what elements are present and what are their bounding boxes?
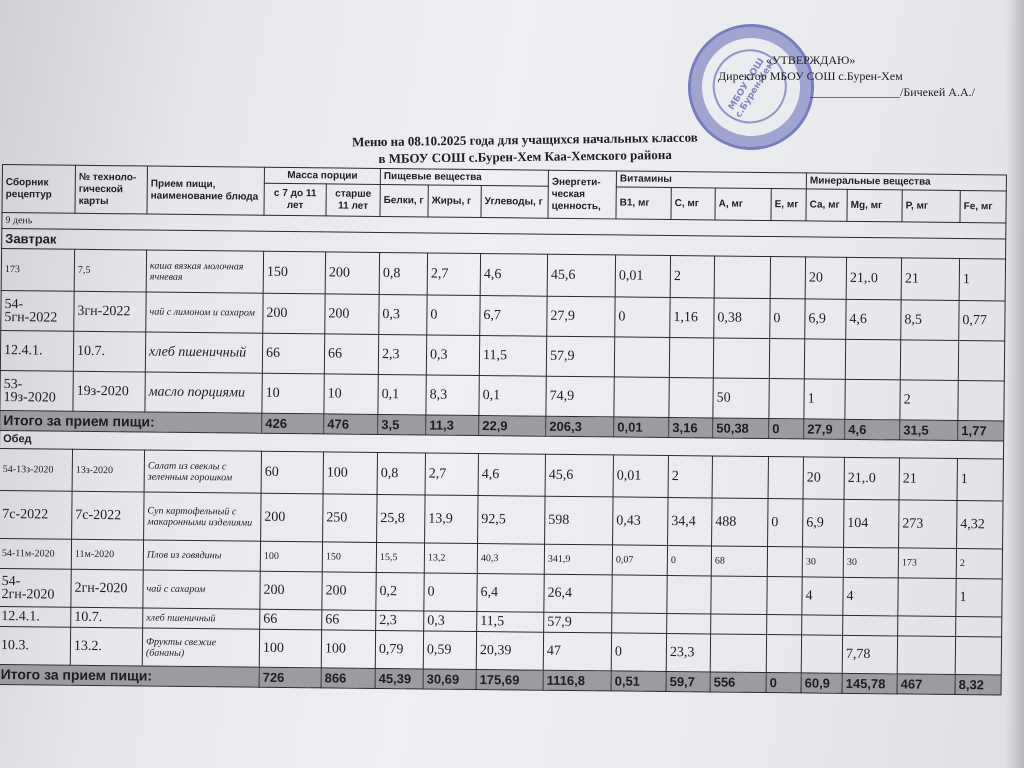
table-cell: 1 (804, 379, 845, 419)
total-cell: 45,39 (375, 668, 423, 689)
table-cell (612, 575, 667, 614)
total-cell: 726 (259, 667, 321, 688)
table-cell: 0,2 (376, 572, 424, 611)
table-cell: 13.2. (70, 627, 142, 666)
total-cell: 4,6 (845, 419, 900, 440)
table-cell: 7,5 (74, 249, 146, 292)
table-cell (669, 338, 713, 378)
table-cell (612, 613, 667, 634)
header-fat: Жиры, г (428, 185, 481, 218)
table-cell: 54-5гн-2022 (1, 290, 74, 331)
table-cell: 1 (957, 459, 1003, 501)
table-cell: 21 (899, 458, 957, 501)
header-vitamins: Витамины (616, 171, 806, 189)
header-c: С, мг (671, 188, 715, 220)
table-cell (898, 616, 956, 637)
table-cell: 8,3 (426, 375, 479, 416)
table-cell (801, 635, 842, 673)
total-cell: 60,9 (801, 673, 842, 693)
total-cell: 31,5 (900, 420, 958, 441)
total-cell: 175,69 (476, 669, 543, 690)
table-cell: 27,9 (547, 296, 615, 337)
table-cell (802, 615, 843, 635)
table-cell: 200 (325, 294, 379, 335)
table-cell: 0,01 (613, 455, 668, 498)
table-cell: 6,9 (805, 299, 846, 339)
table-cell (955, 637, 1001, 675)
header-tech-card: № техноло- гической карты (75, 165, 147, 214)
table-cell (711, 614, 767, 635)
table-cell (713, 338, 769, 379)
table-cell (897, 636, 955, 675)
table-cell (958, 381, 1004, 421)
table-cell: 4,6 (478, 454, 545, 497)
table-cell: 40,3 (477, 544, 544, 575)
table-cell: 0,1 (378, 374, 426, 415)
table-cell: 0,8 (377, 452, 425, 495)
table-cell: 20 (803, 457, 844, 499)
table-cell: 10.7. (71, 607, 143, 628)
table-cell (768, 457, 803, 499)
header-collection: Сборник рецептур (2, 165, 75, 214)
table-cell: 20,39 (476, 631, 543, 670)
approval-signature: _______________/Бичекей А.А./ (810, 85, 975, 99)
table-cell: 21,.0 (846, 257, 901, 300)
table-cell: 2гн-2020 (71, 569, 143, 608)
approval-position: Директор МБОУ СОШ с.Бурен-Хем (718, 69, 903, 83)
menu-table-sheet (0, 164, 1006, 695)
total-cell: 1,77 (958, 421, 1004, 441)
header-portion: Масса порции (264, 167, 380, 184)
table-cell (804, 339, 845, 379)
day-label: 9 день (2, 213, 1006, 240)
header-dish: Прием пищи, наименование блюда (147, 166, 264, 215)
header-nutrients: Пищевые вещества (380, 168, 548, 186)
lunch-label: Обед (0, 430, 1004, 459)
table-cell: 250 (323, 494, 377, 543)
total-cell: 22,9 (479, 416, 546, 437)
table-cell: 25,8 (377, 494, 426, 543)
table-cell: 2,3 (378, 334, 426, 375)
table-cell: 6,4 (477, 573, 544, 612)
dish-name: Суп картофельный с макаронными изделиями (144, 492, 261, 541)
table-cell: 1 (959, 259, 1005, 301)
table-cell: 12.4.1. (0, 606, 71, 627)
table-cell: 6,9 (803, 499, 845, 547)
total-cell: 426 (262, 413, 324, 434)
table-cell: 10 (262, 373, 324, 414)
table-cell: 47 (543, 632, 611, 671)
table-cell: 2,7 (427, 253, 480, 296)
table-cell: 4,6 (846, 299, 901, 340)
table-cell: 54-11м-2020 (0, 538, 72, 569)
table-cell: 488 (712, 498, 768, 547)
header-carbs: Углеводы, г (481, 186, 548, 219)
table-cell (770, 257, 805, 299)
table-cell: 68 (711, 546, 767, 577)
table-cell: 0 (611, 633, 666, 672)
table-cell: 66 (262, 333, 324, 374)
table-cell: 8,5 (901, 300, 959, 341)
table-cell: 0 (770, 299, 805, 339)
total-cell: 145,78 (842, 673, 897, 694)
table-cell: 30 (802, 547, 843, 577)
table-cell (712, 456, 768, 499)
table-cell (767, 577, 802, 615)
header-portion-b: старше 11 лет (326, 184, 380, 217)
table-cell: 273 (899, 500, 957, 549)
dish-name: хлеб пшеничный (143, 608, 260, 629)
total-cell: 866 (321, 668, 375, 689)
menu-table (0, 164, 1007, 695)
approval-block (718, 52, 978, 100)
table-cell: 0,59 (423, 631, 476, 670)
table-cell: 57,9 (544, 612, 612, 633)
document-title (290, 128, 760, 169)
table-cell: 19з-2020 (73, 371, 145, 412)
table-cell: 10 (324, 374, 378, 415)
table-cell (900, 340, 958, 381)
table-cell (714, 256, 770, 299)
table-cell: 92,5 (478, 496, 546, 545)
table-cell: 2 (900, 380, 958, 421)
table-cell (769, 379, 804, 419)
table-cell: 2,7 (425, 453, 478, 496)
table-cell: 2 (670, 256, 714, 298)
total-cell: 556 (710, 672, 766, 693)
total-cell: 27,9 (804, 419, 845, 439)
table-cell: 11,5 (477, 611, 544, 632)
table-cell: 0,1 (479, 376, 546, 417)
table-cell: 200 (260, 571, 322, 610)
table-cell: 0 (768, 499, 804, 547)
table-cell: 104 (844, 499, 899, 548)
header-minerals: Минеральные вещества (806, 173, 1006, 191)
table-cell: 50 (713, 378, 769, 419)
table-cell: 2 (956, 549, 1002, 579)
total-cell: 59,7 (666, 671, 710, 691)
table-cell: 1 (956, 579, 1002, 617)
total-cell: 8,32 (955, 675, 1001, 695)
dish-name: каша вязкая молочная ячневая (146, 250, 263, 293)
table-cell: 60 (261, 451, 323, 494)
table-cell: 0 (667, 545, 711, 575)
table-cell (614, 337, 669, 378)
total-cell: 11,3 (426, 415, 479, 436)
table-cell: 3гн-2022 (74, 291, 146, 332)
total-cell: 476 (324, 414, 378, 435)
table-cell (843, 615, 898, 636)
title-line-2: в МБОУ СОШ с.Бурен-Хем Каа-Хемского района (378, 146, 672, 167)
header-e: Е, мг (771, 189, 806, 221)
table-cell: 2,3 (376, 610, 424, 631)
table-cell: 7с-2022 (72, 491, 144, 540)
table-cell: 74,9 (546, 376, 614, 417)
table-cell: 0,8 (379, 252, 427, 295)
table-cell (710, 634, 766, 673)
table-cell (766, 635, 801, 673)
table-cell: 23,3 (666, 633, 710, 671)
table-cell (956, 617, 1002, 637)
table-cell: 10.7. (73, 331, 145, 372)
total-cell: 0 (769, 419, 804, 439)
table-cell: 45,6 (547, 254, 615, 297)
table-cell: 26,4 (544, 574, 612, 613)
table-cell: 200 (325, 252, 379, 295)
table-cell: 45,6 (545, 454, 613, 497)
table-cell: 1,16 (670, 298, 714, 338)
table-cell: 200 (263, 293, 325, 334)
table-cell: 66 (324, 334, 378, 375)
total-cell: 1116,8 (543, 670, 611, 691)
header-protein: Белки, г (380, 184, 428, 217)
table-cell: 341,9 (544, 544, 612, 575)
dish-name: Салат из свеклы с зеленным горошком (144, 450, 261, 493)
dish-name: Плов из говядины (143, 540, 260, 571)
table-cell: 6,7 (480, 296, 547, 337)
table-cell: 54-13з-2020 (0, 448, 73, 491)
table-cell (667, 575, 711, 613)
header-b1: В1, мг (616, 187, 671, 220)
table-cell: 66 (260, 609, 322, 630)
dish-name: масло порциями (145, 372, 262, 413)
dish-name: хлеб пшеничный (145, 332, 262, 373)
dish-name: чай с сахаром (143, 570, 260, 609)
total-cell: 0,51 (611, 671, 666, 692)
table-cell: 30 (843, 547, 898, 578)
table-cell: 13,2 (424, 543, 477, 574)
table-cell: 20 (805, 257, 846, 299)
table-cell: 0,79 (375, 630, 423, 669)
table-cell (845, 339, 900, 380)
header-ca: Са, мг (806, 189, 847, 221)
table-cell: 53-19з-2020 (0, 370, 73, 411)
table-cell: 100 (321, 630, 375, 669)
header-a: А, мг (715, 188, 771, 221)
table-cell: 7,78 (842, 635, 897, 674)
table-cell: 598 (545, 496, 613, 545)
table-cell: 200 (261, 493, 323, 542)
breakfast-label: Завтрак (2, 229, 1006, 260)
table-cell: 200 (322, 572, 376, 611)
table-cell: 13,9 (425, 495, 478, 544)
table-cell: 150 (322, 542, 376, 573)
table-cell: 4,6 (480, 254, 547, 297)
title-line-1: Меню на 08.10.2025 года для учащихся начальных классов (351, 129, 698, 150)
table-cell: 0 (424, 573, 477, 612)
table-cell (767, 547, 802, 577)
table-cell: 0,07 (612, 545, 667, 576)
table-cell: 34,4 (668, 497, 713, 545)
table-cell: 57,9 (546, 336, 614, 377)
table-cell: 100 (323, 452, 377, 495)
table-cell: 66 (322, 610, 376, 631)
table-cell (667, 613, 711, 633)
total-cell: 3,5 (378, 414, 426, 435)
paper-edge-shadow (1006, 0, 1024, 768)
table-cell: 100 (259, 629, 321, 668)
table-cell: 0,3 (426, 335, 479, 376)
table-cell (898, 578, 956, 617)
table-cell: 0 (615, 297, 670, 338)
total-cell: 30,69 (423, 669, 476, 690)
table-cell (669, 377, 713, 417)
table-cell (711, 576, 767, 615)
table-cell: 173 (1, 249, 74, 292)
table-cell: 13з-2020 (72, 449, 144, 492)
table-cell: 12.4.1. (0, 330, 73, 371)
table-cell: 4 (843, 577, 898, 616)
stamp-text: МБОУ СОШ с.Бурен-Хем (726, 56, 777, 120)
table-cell: 0,3 (424, 611, 477, 632)
table-cell: 150 (263, 251, 325, 294)
header-portion-a: с 7 до 11 лет (264, 183, 326, 216)
table-cell: 11м-2020 (71, 539, 143, 570)
total-cell: 206,3 (546, 416, 614, 437)
total-label: Итого за прием пищи: (0, 410, 262, 433)
table-cell (845, 379, 900, 420)
table-cell: 0,3 (379, 294, 427, 335)
total-label: Итого за прием пищи: (0, 664, 259, 687)
table-cell: 10.3. (0, 626, 71, 665)
table-cell: 0,38 (714, 298, 770, 339)
table-cell (958, 341, 1004, 381)
table-cell: 0 (427, 295, 480, 336)
total-cell: 0,01 (614, 417, 669, 438)
table-cell: 2 (668, 455, 712, 497)
total-cell: 0 (766, 673, 801, 693)
header-energy: Энергети- ческая ценность, (548, 170, 616, 219)
header-p: Р, мг (902, 190, 960, 223)
table-cell: 173 (898, 548, 956, 579)
table-cell: 21,.0 (844, 457, 899, 500)
table-cell: 54-2гн-2020 (0, 568, 71, 607)
table-cell: 0,77 (959, 301, 1005, 341)
approval-heading: «УТВЕРЖДАЮ» (766, 53, 856, 67)
table-cell: 7с-2022 (0, 490, 72, 539)
table-cell: 100 (260, 541, 322, 572)
dish-name: чай с лимоном и сахаром (146, 292, 263, 333)
total-cell: 50,38 (713, 418, 769, 439)
table-cell: 0,01 (615, 255, 670, 298)
header-fe: Fe, мг (960, 191, 1006, 223)
table-cell (769, 339, 804, 379)
table-cell (767, 615, 802, 635)
table-cell: 0,43 (613, 497, 668, 546)
total-cell: 467 (897, 674, 955, 695)
table-cell: 15,5 (376, 542, 424, 573)
table-cell: 4,32 (957, 501, 1004, 549)
table-cell: 4 (802, 577, 843, 615)
header-mg: Mg, мг (847, 189, 902, 222)
table-cell: 11,5 (479, 336, 546, 377)
table-cell: 21 (901, 258, 959, 301)
total-cell: 3,16 (669, 417, 713, 437)
dish-name: Фрукты свежие (бананы) (142, 628, 259, 667)
table-cell (614, 377, 669, 418)
